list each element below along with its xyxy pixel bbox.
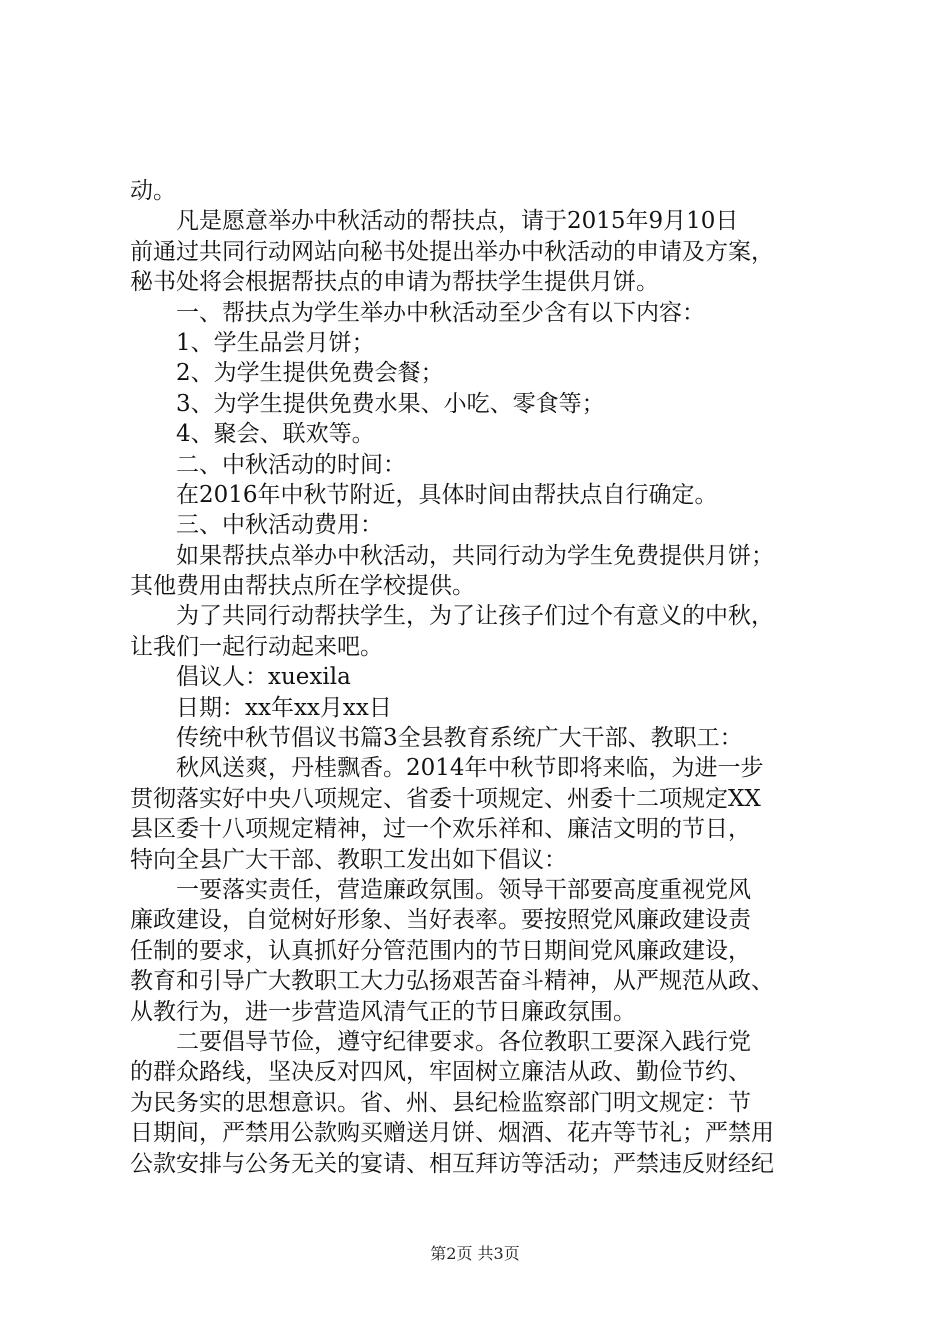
text-line: 动。 <box>130 178 176 204</box>
text-line: 的群众路线，坚决反对四风，牢固树立廉洁从政、勤俭节约、 <box>130 1059 751 1086</box>
text-line: 任制的要求，认真抓好分管范围内的节日期间党风廉政建设， <box>130 937 751 964</box>
text-line: 教育和引导广大教职工大力弘扬艰苦奋斗精神，从严规范从政、 <box>130 968 774 995</box>
text-line: 一要落实责任，营造廉政氛围。领导干部要高度重视党风 <box>176 876 751 903</box>
text-line: 如果帮扶点举办中秋活动，共同行动为学生免费提供月饼； <box>176 542 774 569</box>
text-line: 让我们一起行动起来吧。 <box>130 633 383 660</box>
text-line: 二、中秋活动的时间： <box>176 451 406 478</box>
text-line: 贯彻落实好中央八项规定、省委十项规定、州委十二项规定XX <box>130 785 761 812</box>
text-line: 4、聚会、联欢等。 <box>176 421 375 448</box>
text-line: 从教行为，进一步营造风清气正的节日廉政氛围。 <box>130 998 636 1025</box>
text-line: 一、帮扶点为学生举办中秋活动至少含有以下内容： <box>176 299 705 326</box>
text-line: 2、为学生提供免费会餐； <box>176 360 444 387</box>
text-line: 3、为学生提供免费水果、小吃、零食等； <box>176 390 605 417</box>
text-line: 为民务实的思想意识。省、州、县纪检监察部门明文规定：节 <box>130 1089 751 1116</box>
text-line: 廉政建设，自觉树好形象、当好表率。要按照党风廉政建设责 <box>130 907 751 934</box>
document-body <box>130 176 830 1179</box>
text-line: 在2016年中秋节附近，具体时间由帮扶点自行确定。 <box>176 481 718 508</box>
text-line: 二要倡导节俭，遵守纪律要求。各位教职工要深入践行党 <box>176 1028 751 1055</box>
text-line: 公款安排与公务无关的宴请、相互拜访等活动；严禁违反财经纪 <box>130 1150 774 1177</box>
text-line: 县区委十八项规定精神，过一个欢乐祥和、廉洁文明的节日， <box>130 816 751 843</box>
text-line: 凡是愿意举办中秋活动的帮扶点，请于2015年9月10日 <box>176 208 739 235</box>
text-line: 1、学生品尝月饼； <box>176 329 375 356</box>
text-line: 秘书处将会根据帮扶点的申请为帮扶学生提供月饼。 <box>130 269 659 296</box>
text-line: 日期：xx年xx月xx日 <box>176 694 392 721</box>
text-line: 前通过共同行动网站向秘书处提出举办中秋活动的申请及方案， <box>130 238 774 265</box>
text-line: 倡议人：xuexila <box>176 664 351 691</box>
text-line: 秋风送爽，丹桂飘香。2014年中秋节即将来临，为进一步 <box>176 755 764 782</box>
text-line: 传统中秋节倡议书篇3全县教育系统广大干部、教职工： <box>176 725 743 752</box>
text-line: 其他费用由帮扶点所在学校提供。 <box>130 573 475 600</box>
text-line: 为了共同行动帮扶学生，为了让孩子们过个有意义的中秋， <box>176 603 774 630</box>
text-line: 特向全县广大干部、教职工发出如下倡议： <box>130 846 567 873</box>
text-line: 三、中秋活动费用： <box>176 512 383 539</box>
text-line: 日期间，严禁用公款购买赠送月饼、烟酒、花卉等节礼；严禁用 <box>130 1120 774 1147</box>
page-footer: 第2页 共3页 <box>430 1244 520 1263</box>
